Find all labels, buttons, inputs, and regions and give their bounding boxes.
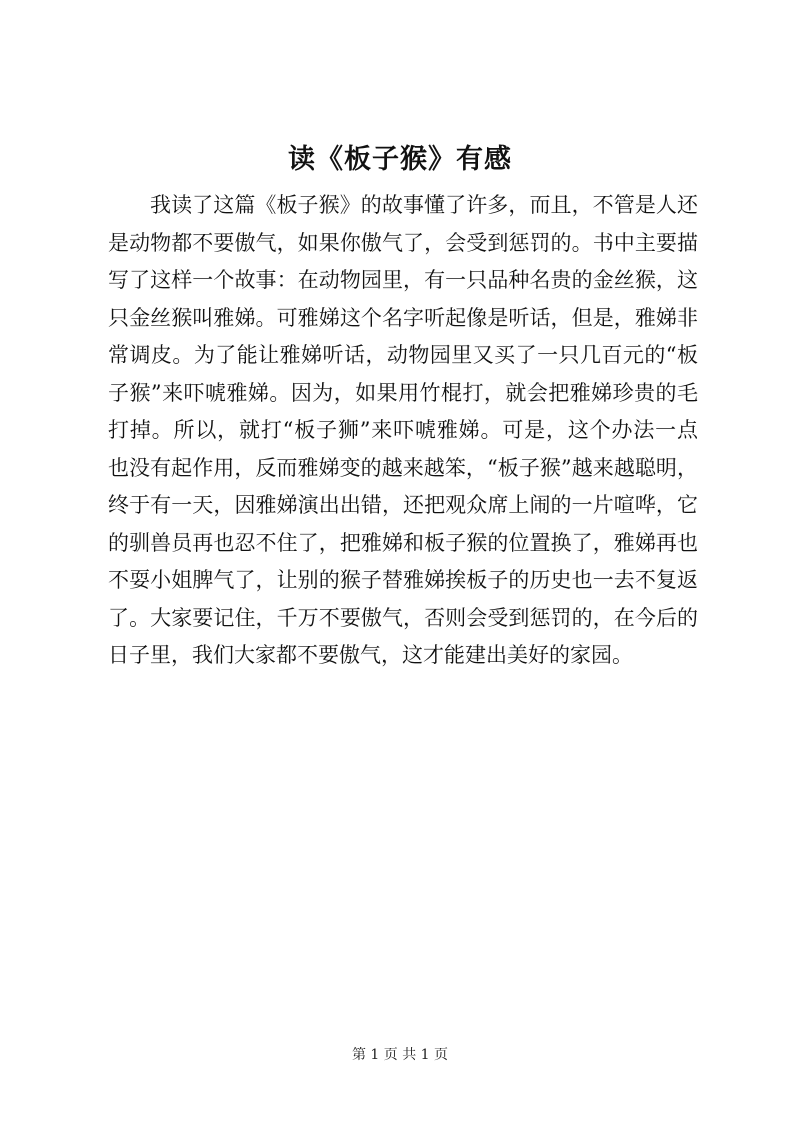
paragraph-line: 也没有起作用，反而雅娣变的越来越笨，“板子猴”越来越聪明， — [108, 455, 698, 480]
paragraph-line: 了。大家要记住，千万不要傲气，否则会受到惩罚的，在今后的 — [108, 605, 698, 630]
document-title: 读《板子猴》有感 — [288, 144, 512, 175]
paragraph-line: 是动物都不要傲气，如果你傲气了，会受到惩罚的。书中主要描 — [108, 230, 698, 255]
paragraph-line: 不耍小姐脾气了，让别的猴子替雅娣挨板子的历史也一去不复返 — [108, 568, 698, 592]
paragraph-line: 写了这样一个故事：在动物园里，有一只品种名贵的金丝猴，这 — [108, 268, 698, 292]
paragraph-line: 打掉。所以，就打“板子狮”来吓唬雅娣。可是，这个办法一点 — [108, 418, 698, 442]
paragraph-line: 的驯兽员再也忍不住了，把雅娣和板子猴的位置换了，雅娣再也 — [108, 530, 698, 555]
paragraph-line: 常调皮。为了能让雅娣听话，动物园里又买了一只几百元的“板 — [108, 343, 698, 367]
paragraph-line: 日子里，我们大家都不要傲气，这才能建出美好的家园。 — [108, 643, 633, 667]
paragraph-line: 只金丝猴叫雅娣。可雅娣这个名字听起像是听话，但是，雅娣非 — [108, 305, 698, 330]
page-footer: 第 1 页 共 1 页 — [351, 1047, 449, 1063]
paragraph-line: 子猴”来吓唬雅娣。因为，如果用竹棍打，就会把雅娣珍贵的毛 — [108, 380, 698, 405]
paragraph-line: 终于有一天，因雅娣演出出错，还把观众席上闹的一片喧哗，它 — [108, 493, 698, 517]
body-paragraph — [108, 187, 698, 675]
paragraph-line: 我读了这篇《板子猴》的故事懂了许多，而且，不管是人还 — [150, 193, 698, 217]
